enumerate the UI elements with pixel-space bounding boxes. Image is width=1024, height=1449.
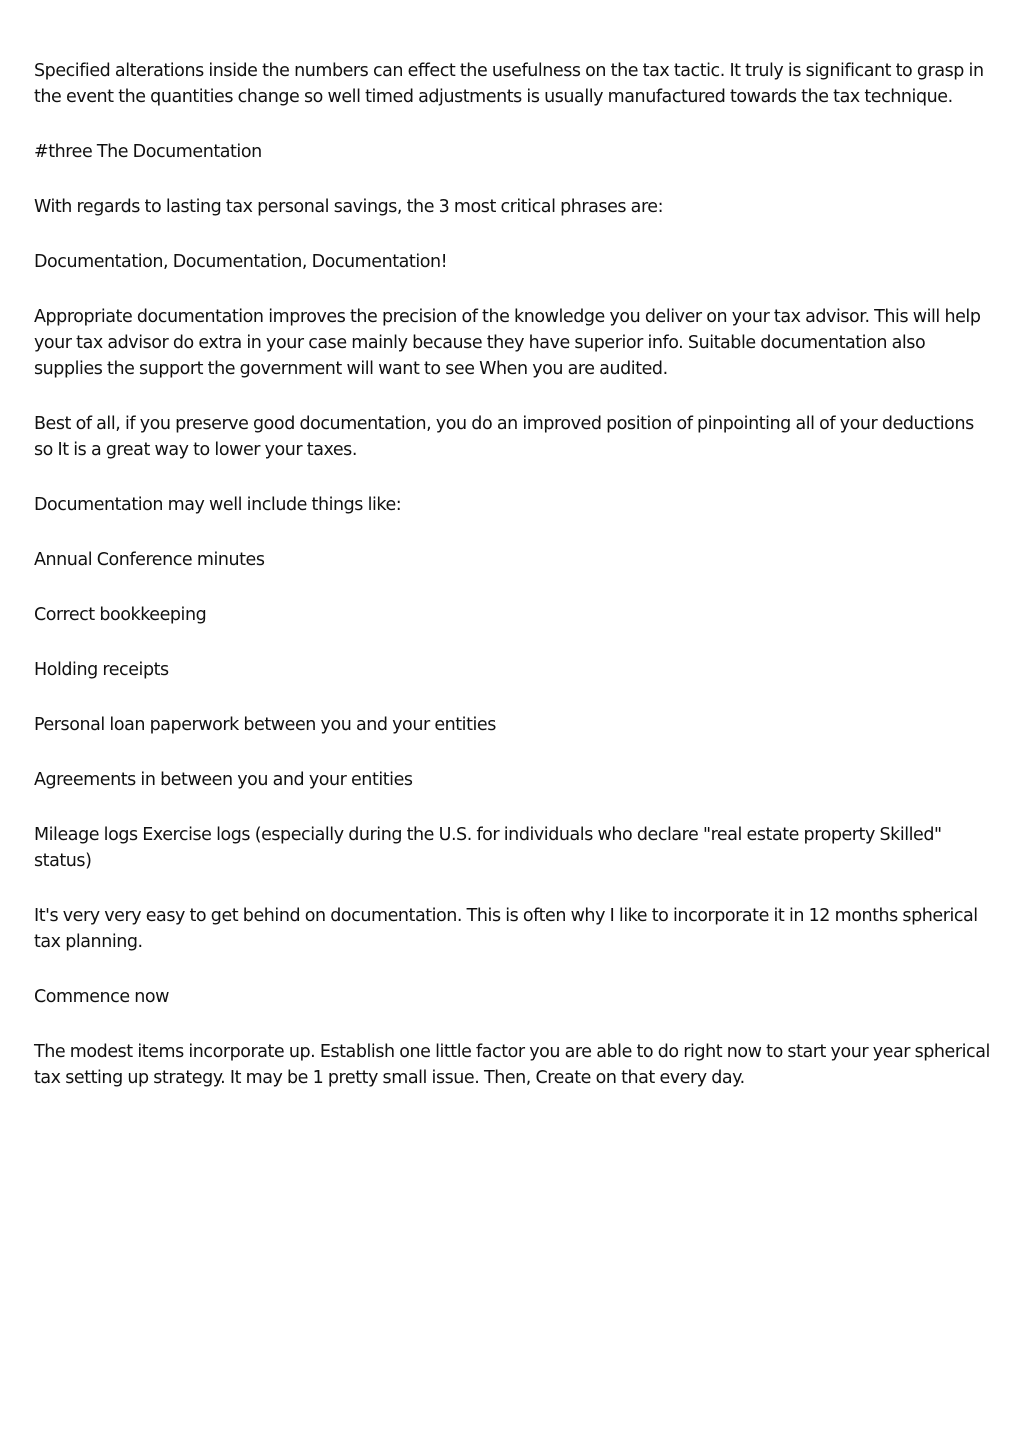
paragraph-appropriate-documentation: Appropriate documentation improves the precision of the knowledge you deliver on your tax advisor. This will help your tax advisor do extra in your case mainly because they have superior info. Suitable documentation also supplies the support the government will want to see When you are audited.	[34, 307, 981, 379]
list-item-receipts: Holding receipts	[34, 660, 169, 680]
paragraph-modest-items: The modest items incorporate up. Establish one little factor you are able to do right now to start your year spherical tax setting up strategy. It may be 1 pretty small issue. Then, Create on that every day.	[34, 1042, 990, 1088]
paragraph-documentation-repeat: Documentation, Documentation, Documentation!	[34, 252, 448, 272]
paragraph-best-of-all: Best of all, if you preserve good documentation, you do an improved position of pinpointing all of your deductions so It is a great way to lower your taxes.	[34, 414, 974, 460]
document-body	[34, 58, 992, 1120]
paragraph-critical-phrases: With regards to lasting tax personal savings, the 3 most critical phrases are:	[34, 197, 664, 217]
paragraph-easy-to-get-behind: It's very very easy to get behind on documentation. This is often why I like to incorporate it in 12 months spherical tax planning.	[34, 906, 978, 952]
list-item-agreements: Agreements in between you and your entities	[34, 770, 413, 790]
paragraph-intro: Specified alterations inside the numbers can effect the usefulness on the tax tactic. It truly is significant to grasp in the event the quantities change so well timed adjustments is usually manufactured towards the tax technique.	[34, 61, 984, 107]
list-item-bookkeeping: Correct bookkeeping	[34, 605, 207, 625]
paragraph-documentation-includes: Documentation may well include things like:	[34, 495, 402, 515]
list-item-annual-minutes: Annual Conference minutes	[34, 550, 265, 570]
list-item-loan-paperwork: Personal loan paperwork between you and your entities	[34, 715, 496, 735]
section-heading-documentation: #three The Documentation	[34, 142, 262, 162]
heading-commence-now: Commence now	[34, 987, 170, 1007]
list-item-mileage-logs: Mileage logs Exercise logs (especially during the U.S. for individuals who declare "real estate property Skilled" status)	[34, 825, 942, 871]
